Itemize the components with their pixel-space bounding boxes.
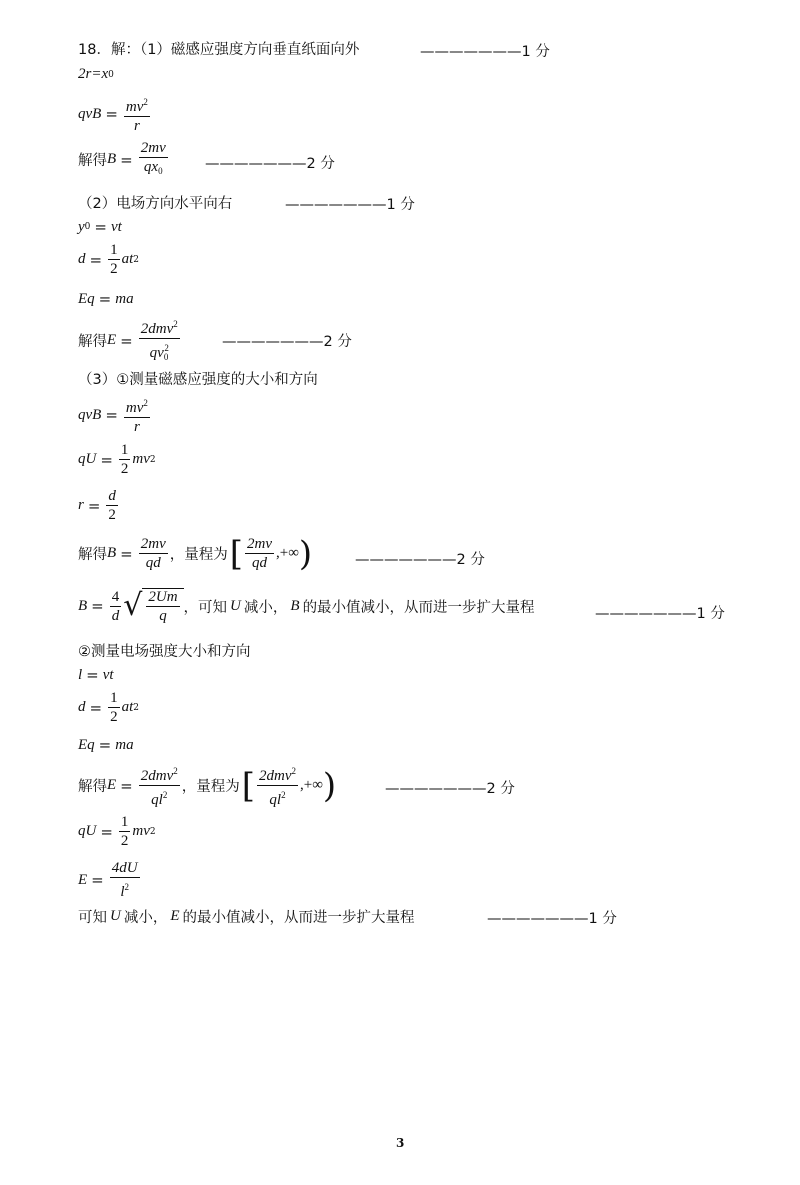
heading-part3: （3）①测量磁感应强度的大小和方向	[78, 372, 318, 388]
heading-part3-2: ②测量电场强度大小和方向	[78, 644, 251, 660]
heading-part1: 18．解：（1）磁感应强度方向垂直纸面向外	[78, 42, 360, 58]
score-1pt: ———————1 分	[285, 197, 415, 213]
equation-Eq: Eq = ma	[78, 290, 134, 308]
score-2pt: ———————2 分	[222, 334, 352, 350]
solution-E-range: 解得 E = $\frac{2dmv^2}{ql^2}$ ，量程为 [ $\frac{2dmv^2}{ql^2}$ ,+∞ )	[78, 763, 336, 808]
conclusion-E: 可知 U 减小， E 的最小值减小，从而进一步扩大量程	[78, 908, 415, 926]
equation-r: r = $\frac{d}{2}$	[78, 488, 116, 523]
equation-qU-2: qU = $\frac{1}{2}$ mv 2	[78, 814, 156, 849]
score-2pt: ———————2 分	[205, 156, 335, 172]
fraction: $\frac{mv^2}{r}$	[124, 94, 150, 134]
equation-l: l = vt	[78, 666, 114, 684]
equation-y0: y 0 = vt	[78, 218, 122, 236]
score-2pt: ———————2 分	[355, 552, 485, 568]
equation-E-4dU: E = $\frac{4dU}{l^2}$	[78, 860, 138, 900]
solution-B-range: 解得 B = $\frac{2mv}{qd}$ ，量程为 [ $\frac{2mv}{qd}$ ,+∞ )	[78, 533, 313, 574]
score-1pt: ———————1 分	[595, 606, 725, 622]
equation-lorentz: qvB = $\frac{mv^2}{r}$	[78, 94, 152, 134]
fraction: $\frac{2mv}{qx_0}$	[140, 140, 166, 176]
score-2pt: ———————2 分	[385, 781, 515, 797]
score-1pt: ———————1 分	[420, 44, 550, 60]
equation-Eq-2: Eq = ma	[78, 736, 134, 754]
equation-2r: 2r=x 0	[78, 66, 114, 82]
heading-part2: （2）电场方向水平向右	[78, 196, 233, 212]
score-1pt: ———————1 分	[487, 911, 617, 927]
equation-d-2: d = $\frac{1}{2}$ at 2	[78, 690, 139, 725]
solution-E: 解得 E = $\frac{2dmv^2}{qv_0^2}$	[78, 316, 182, 365]
range-interval: [ $\frac{2dmv^2}{ql^2}$ ,+∞ )	[242, 763, 336, 808]
range-interval: [ $\frac{2mv}{qd}$ ,+∞ )	[229, 533, 313, 574]
equation-B-sqrt: B = $\frac{4}{d}$ √ $\frac{2Um}{q}$ ，可知 U 减小， B 的最小值减小，从而进一步扩大量程	[78, 588, 535, 624]
page-number: 3	[396, 1136, 405, 1150]
equation-d: d = $\frac{1}{2}$ at 2	[78, 242, 139, 277]
square-root: √ $\frac{2Um}{q}$	[123, 588, 183, 624]
solution-B: 解得 B = $\frac{2mv}{qx_0}$	[78, 140, 170, 179]
equation-qU: qU = $\frac{1}{2}$ mv 2	[78, 442, 156, 477]
equation-lorentz-2: qvB = $\frac{mv^2}{r}$	[78, 395, 152, 435]
